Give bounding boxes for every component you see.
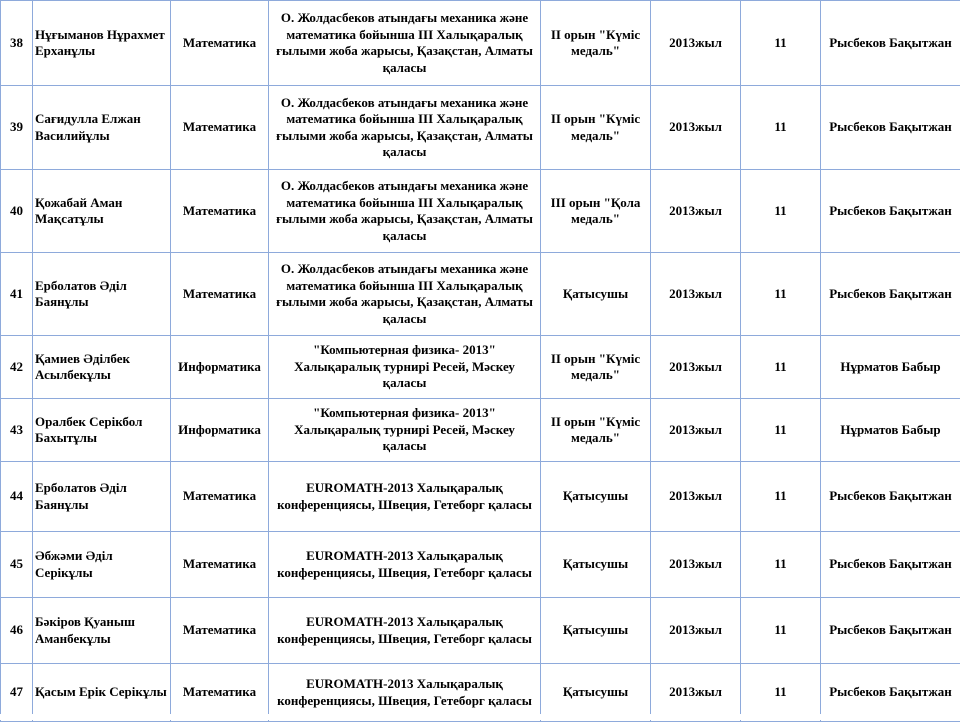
grade: 11 (741, 1, 821, 86)
teacher: Рысбеков Бақытжан (821, 664, 960, 722)
event: О. Жолдасбеков атындағы механика және математика бойынша III Халықаралық ғылыми жоба жарысы, Қазақстан, Алматы қаласы (269, 170, 541, 253)
year: 2013жыл (651, 170, 741, 253)
student-name: Әбжәми Әділ Серікұлы (33, 532, 171, 598)
place-award: Қатысушы (541, 253, 651, 336)
year: 2013жыл (651, 462, 741, 532)
teacher: Рысбеков Бақытжан (821, 170, 960, 253)
table-row (1, 170, 960, 253)
event: EUROMATH-2013 Халықаралық конференциясы, Швеция, Гетеборг қаласы (269, 598, 541, 664)
year: 2013жыл (651, 532, 741, 598)
event: О. Жолдасбеков атындағы механика және математика бойынша III Халықаралық ғылыми жоба жарысы, Қазақстан, Алматы қаласы (269, 253, 541, 336)
event: EUROMATH-2013 Халықаралық конференциясы, Швеция, Гетеборг қаласы (269, 664, 541, 722)
event: О. Жолдасбеков атындағы механика және математика бойынша III Халықаралық ғылыми жоба жарысы, Қазақстан, Алматы қаласы (269, 86, 541, 170)
subject: Математика (171, 598, 269, 664)
place-award: II орын "Күміс медаль" (541, 1, 651, 86)
row-number: 44 (1, 462, 33, 532)
teacher: Рысбеков Бақытжан (821, 253, 960, 336)
event: "Компьютерная физика- 2013" Халықаралық турнирі Ресей, Мәскеу қаласы (269, 336, 541, 399)
year: 2013жыл (651, 86, 741, 170)
student-name: Сағидулла Елжан Василийұлы (33, 86, 171, 170)
place-award: Қатысушы (541, 664, 651, 722)
student-name: Нұғыманов Нұрахмет Ерханұлы (33, 1, 171, 86)
place-award: II орын "Күміс медаль" (541, 399, 651, 462)
teacher: Нұрматов Бабыр (821, 399, 960, 462)
place-award: II орын "Күміс медаль" (541, 86, 651, 170)
event: О. Жолдасбеков атындағы механика және математика бойынша III Халықаралық ғылыми жоба жарысы, Қазақстан, Алматы қаласы (269, 1, 541, 86)
table-row (1, 336, 960, 399)
teacher: Рысбеков Бақытжан (821, 86, 960, 170)
year: 2013жыл (651, 1, 741, 86)
year: 2013жыл (651, 253, 741, 336)
row-number: 41 (1, 253, 33, 336)
place-award: Қатысушы (541, 532, 651, 598)
place-award: III орын "Қола медаль" (541, 170, 651, 253)
subject: Математика (171, 253, 269, 336)
place-award: Қатысушы (541, 598, 651, 664)
subject: Математика (171, 1, 269, 86)
teacher: Нұрматов Бабыр (821, 336, 960, 399)
table-row (1, 399, 960, 462)
table-row (1, 1, 960, 86)
year: 2013жыл (651, 399, 741, 462)
student-name: Қожабай Аман Мақсатұлы (33, 170, 171, 253)
table-row (1, 86, 960, 170)
subject: Информатика (171, 399, 269, 462)
grade: 11 (741, 253, 821, 336)
event: EUROMATH-2013 Халықаралық конференциясы, Швеция, Гетеборг қаласы (269, 462, 541, 532)
row-number: 43 (1, 399, 33, 462)
subject: Математика (171, 462, 269, 532)
row-number: 42 (1, 336, 33, 399)
subject: Математика (171, 532, 269, 598)
teacher: Рысбеков Бақытжан (821, 532, 960, 598)
year: 2013жыл (651, 336, 741, 399)
table-row (1, 253, 960, 336)
table-row (1, 532, 960, 598)
student-name: Ерболатов Әділ Баянұлы (33, 462, 171, 532)
teacher: Рысбеков Бақытжан (821, 462, 960, 532)
teacher: Рысбеков Бақытжан (821, 598, 960, 664)
grade: 11 (741, 86, 821, 170)
row-number: 39 (1, 86, 33, 170)
row-number: 40 (1, 170, 33, 253)
grade: 11 (741, 598, 821, 664)
event: "Компьютерная физика- 2013" Халықаралық турнирі Ресей, Мәскеу қаласы (269, 399, 541, 462)
subject: Математика (171, 664, 269, 722)
row-number: 38 (1, 1, 33, 86)
grade: 11 (741, 462, 821, 532)
student-name: Қасым Ерік Серікұлы (33, 664, 171, 722)
table-row (1, 664, 960, 722)
row-number: 45 (1, 532, 33, 598)
student-name: Ерболатов Әділ Баянұлы (33, 253, 171, 336)
place-award: II орын "Күміс медаль" (541, 336, 651, 399)
table-row (1, 598, 960, 664)
student-name: Оралбек Серікбол Бахытұлы (33, 399, 171, 462)
bottom-strip (0, 714, 960, 720)
subject: Математика (171, 86, 269, 170)
grade: 11 (741, 664, 821, 722)
subject: Информатика (171, 336, 269, 399)
subject: Математика (171, 170, 269, 253)
place-award: Қатысушы (541, 462, 651, 532)
student-name: Бәкіров Қуаныш Аманбекұлы (33, 598, 171, 664)
grade: 11 (741, 532, 821, 598)
teacher: Рысбеков Бақытжан (821, 1, 960, 86)
table-row (1, 462, 960, 532)
year: 2013жыл (651, 664, 741, 722)
event: EUROMATH-2013 Халықаралық конференциясы, Швеция, Гетеборг қаласы (269, 532, 541, 598)
year: 2013жыл (651, 598, 741, 664)
row-number: 46 (1, 598, 33, 664)
grade: 11 (741, 399, 821, 462)
student-name: Қамиев Әділбек Асылбекұлы (33, 336, 171, 399)
results-table-body (1, 1, 960, 722)
grade: 11 (741, 336, 821, 399)
row-number: 47 (1, 664, 33, 722)
grade: 11 (741, 170, 821, 253)
